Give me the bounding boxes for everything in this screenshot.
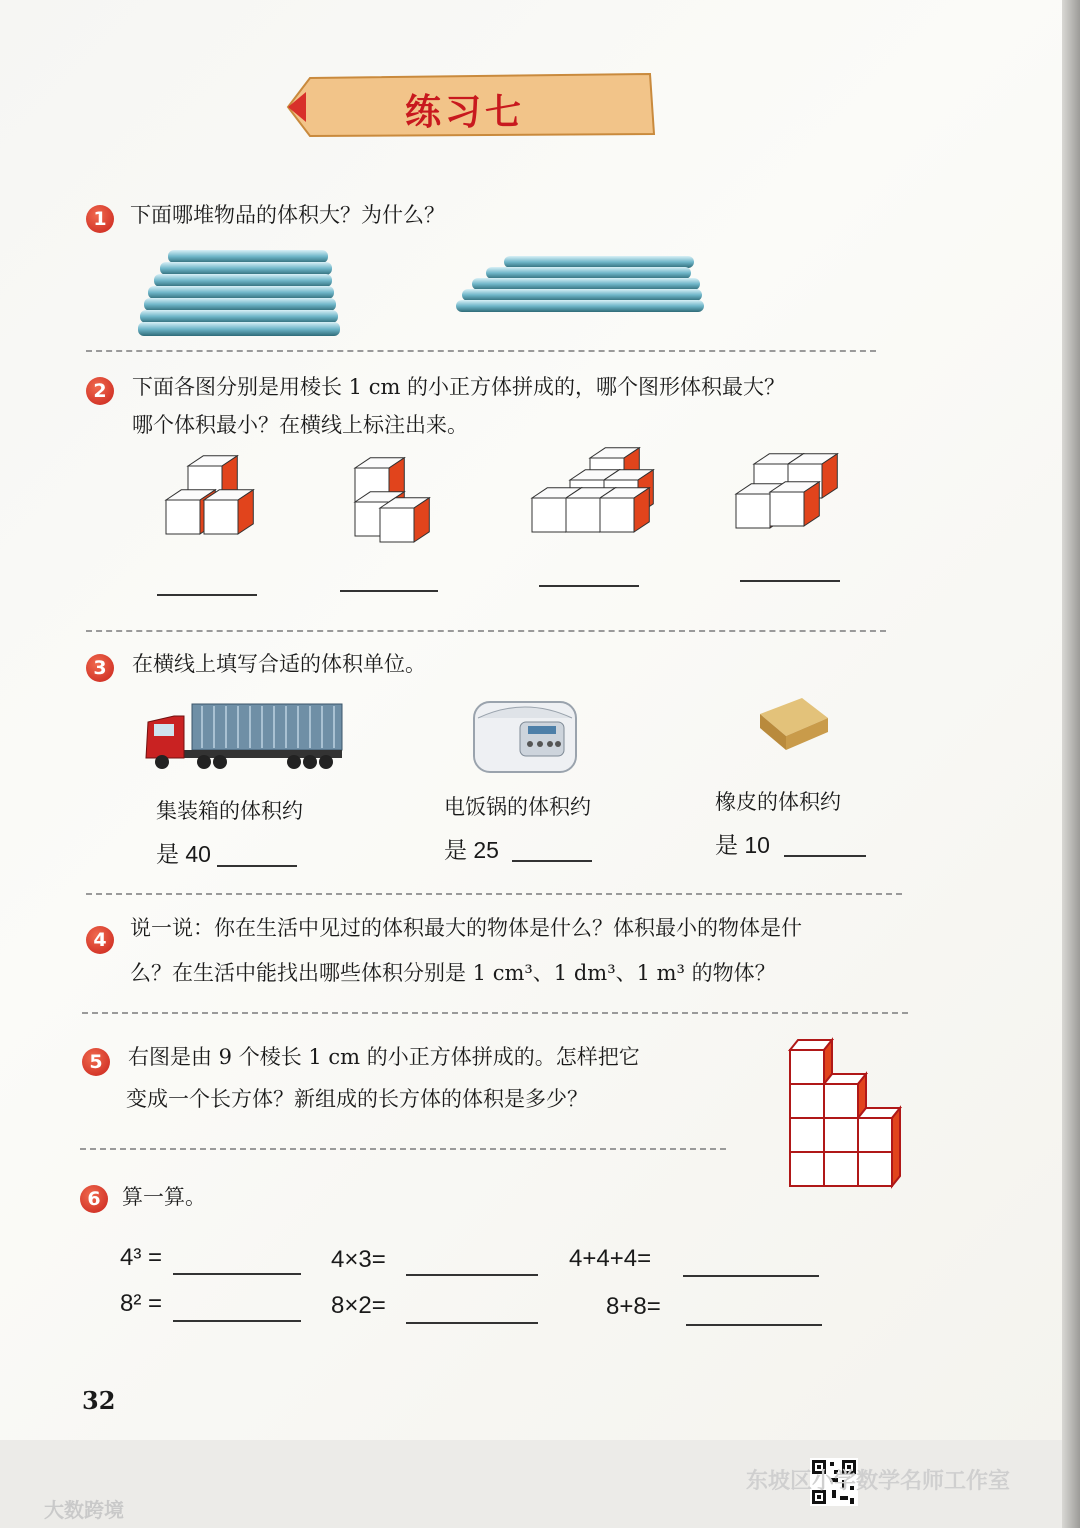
calc-8-squared: 8² = xyxy=(120,1290,163,1317)
separator xyxy=(80,1148,726,1150)
answer-blank-4x3[interactable] xyxy=(406,1274,538,1276)
separator xyxy=(86,350,876,352)
q4-line2: 么？在生活中能找出哪些体积分别是 1 cm³、1 dm³、1 m³ 的物体？ xyxy=(130,961,776,985)
answer-blank-8-squared[interactable] xyxy=(173,1320,301,1322)
cube-figure-2 xyxy=(355,458,429,542)
q2-line2: 哪个体积最小？在横线上标注出来。 xyxy=(132,413,468,437)
q3-item3-line1: 橡皮的体积约 xyxy=(715,790,841,814)
rice-cooker-image xyxy=(470,696,580,776)
book-spine-shadow xyxy=(1062,0,1080,1528)
question-number-4: 4 xyxy=(86,926,114,954)
nine-cube-staircase-figure xyxy=(786,1036,906,1186)
container-truck-image xyxy=(144,702,344,772)
q5-line1: 右图是由 9 个棱长 1 cm 的小正方体拼成的。怎样把它 xyxy=(128,1045,640,1069)
separator xyxy=(86,630,886,632)
q6-text: 算一算。 xyxy=(122,1185,206,1209)
eraser-image xyxy=(756,696,830,752)
answer-blank-4-cubed[interactable] xyxy=(173,1273,301,1275)
unit-blank-eraser[interactable] xyxy=(784,855,866,857)
question-number-2: 2 xyxy=(86,377,114,405)
calc-8plus8: 8+8= xyxy=(606,1293,661,1320)
page-title: 练习七 xyxy=(404,91,525,133)
q2-line1: 下面各图分别是用棱长 1 cm 的小正方体拼成的，哪个图形体积最大？ xyxy=(132,375,786,399)
answer-blank-fig3[interactable] xyxy=(539,585,639,587)
separator xyxy=(82,1012,908,1014)
watermark-right: 东坡区小学数学名师工作室 xyxy=(746,1469,1011,1494)
cube-figure-1 xyxy=(166,456,253,534)
unit-blank-container[interactable] xyxy=(217,865,297,867)
watermark-left: 大数跨境 xyxy=(44,1498,124,1522)
q3-item2-line2: 是 25 xyxy=(444,837,499,863)
page-number: 32 xyxy=(82,1386,116,1415)
q4-line1: 说一说：你在生活中见过的体积最大的物体是什么？体积最小的物体是什 xyxy=(130,916,802,940)
answer-blank-fig4[interactable] xyxy=(740,580,840,582)
answer-blank-8plus8[interactable] xyxy=(686,1324,822,1326)
answer-blank-8x2[interactable] xyxy=(406,1322,538,1324)
separator xyxy=(86,893,902,895)
q1-text: 下面哪堆物品的体积大？为什么？ xyxy=(130,203,445,227)
cube-figures xyxy=(150,448,910,548)
pipe-stack-left xyxy=(138,248,348,338)
calc-4-cubed: 4³ = xyxy=(120,1244,163,1271)
q5-line2: 变成一个长方体？新组成的长方体的体积是多少？ xyxy=(126,1087,588,1111)
cube-figure-3 xyxy=(532,448,653,532)
calc-8x2: 8×2= xyxy=(331,1292,386,1319)
q3-item1-line1: 集装箱的体积约 xyxy=(156,799,303,823)
unit-blank-rice-cooker[interactable] xyxy=(512,860,592,862)
q3-item1-line2: 是 40 xyxy=(156,841,211,867)
answer-blank-fig1[interactable] xyxy=(157,594,257,596)
q3-item3-line2: 是 10 xyxy=(715,832,770,858)
answer-blank-fig2[interactable] xyxy=(340,590,438,592)
answer-blank-4plus4plus4[interactable] xyxy=(683,1275,819,1277)
calc-4x3: 4×3= xyxy=(331,1246,386,1273)
cube-figure-4 xyxy=(736,454,837,528)
question-number-6: 6 xyxy=(80,1185,108,1213)
q3-text: 在横线上填写合适的体积单位。 xyxy=(132,652,426,676)
q3-item2-line1: 电饭锅的体积约 xyxy=(444,795,591,819)
question-number-3: 3 xyxy=(86,654,114,682)
question-number-5: 5 xyxy=(82,1048,110,1076)
question-number-1: 1 xyxy=(86,205,114,233)
calc-4plus4plus4: 4+4+4= xyxy=(569,1245,652,1272)
pipe-stack-right xyxy=(456,254,706,314)
